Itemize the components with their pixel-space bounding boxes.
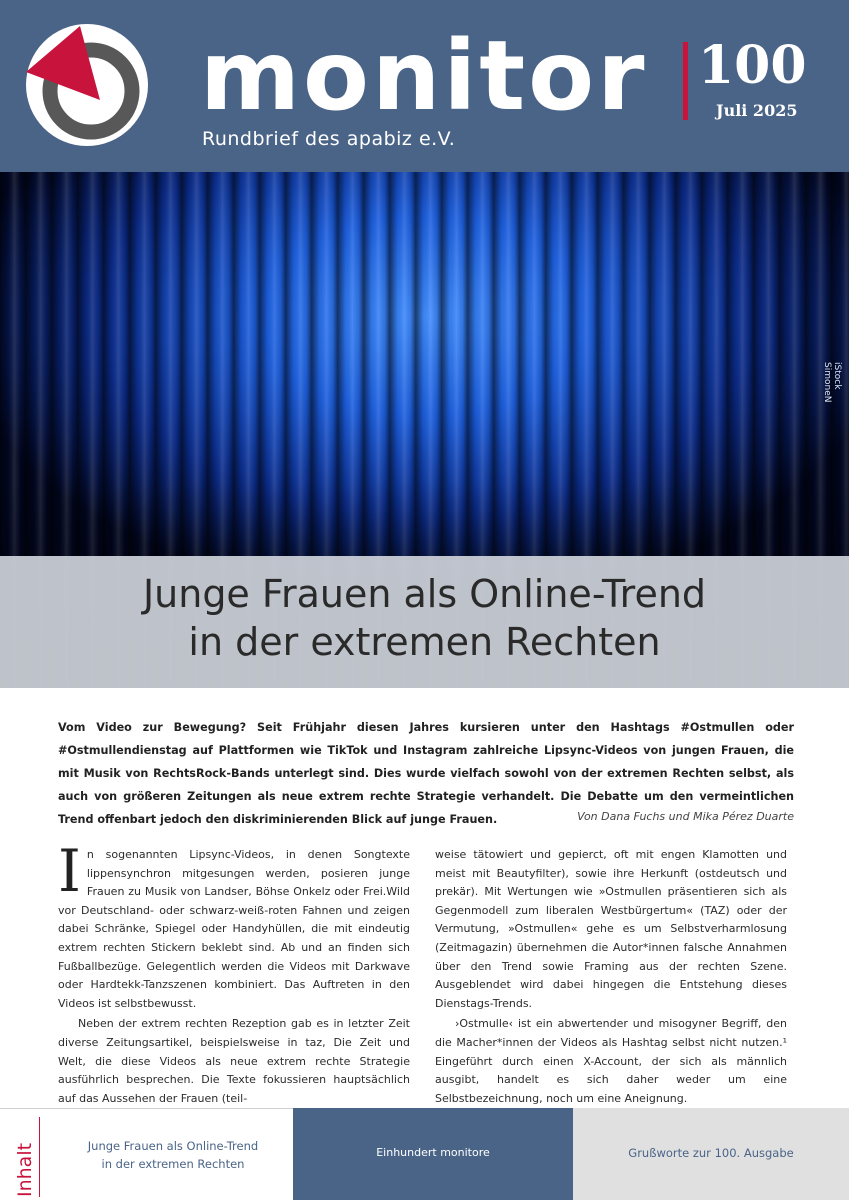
issue-date: Juli 2025 xyxy=(716,101,798,120)
masthead xyxy=(0,0,849,172)
paragraph: Neben der extrem rechten Rezeption gab es in letzter Zeit diverse Zeitungsartikel, beispielsweise in taz, Die Zeit und Welt, die diese Videos als neue extrem rechte Strategie ausführlich besprechen. Die Texte fokussieren hauptsächlich auf das Aussehen der Frauen (teil- xyxy=(58,1017,410,1105)
masthead-subtitle: Rundbrief des apabiz e.V. xyxy=(202,128,456,150)
toc-item-1-line-2: in der extremen Rechten xyxy=(101,1157,245,1171)
photo-credit: iStock SimoneN xyxy=(822,362,842,403)
monitor-logo-icon xyxy=(24,22,150,148)
headline-line-1: Junge Frauen als Online-Trend xyxy=(142,572,707,616)
paragraph: ›Ostmulle‹ ist ein abwertender und misogyner Begriff, den die Macher*innen der Videos als Hashtag selbst nicht nutzen.¹ Eingeführt durch einen X-Account, der sich als männlich ausgibt, handelt es sich daher weder um eine Selbstbezeichnung, noch um eine Aneignung. xyxy=(435,1017,787,1105)
headline-line-2: in der extremen Rechten xyxy=(188,620,661,664)
issue-number: 100 xyxy=(698,35,807,96)
toc-item-1[interactable] xyxy=(68,1137,278,1173)
article-column-right xyxy=(435,846,787,1108)
toc-item-2[interactable]: Einhundert monitore xyxy=(376,1146,490,1159)
toc-label: Inhalt xyxy=(14,1117,40,1197)
issue-divider xyxy=(683,42,688,120)
article-column-left xyxy=(58,837,410,1108)
article-author: Von Dana Fuchs und Mika Pérez Duarte xyxy=(577,810,794,823)
toc-section-3[interactable] xyxy=(573,1108,849,1200)
paragraph xyxy=(58,837,410,1013)
dropcap: I xyxy=(58,837,81,905)
table-of-contents xyxy=(0,1108,849,1200)
toc-section-1[interactable] xyxy=(0,1108,293,1200)
toc-item-3[interactable]: Grußworte zur 100. Ausgabe xyxy=(628,1146,794,1160)
paragraph-text: n sogenannten Lipsync-Videos, in denen Songtexte lippensynchron mitgesungen werden, posieren junge Frauen zu Musik von Landser, Böhse Onkelz oder Frei.Wild vor Deutschland- oder schwarz-weiß-roten Fahnen und zeigen dabei Schränke, Spiegel oder Handyhüllen, die mit eindeutig extrem rechten Stickern beklebt sind. Ab und an finden sich Fußballbezüge. Gelegentlich werden die Videos mit Darkwave oder Hardtekk-Tanzszenen kombiniert. Das Auftreten in den Videos ist selbstbewusst. xyxy=(58,848,410,1010)
article-headline xyxy=(0,570,849,666)
paragraph: weise tätowiert und gepierct, oft mit engen Klamotten und meist mit Beautyfilter), sowie ihre Herkunft (ostdeutsch und prekär). Mit Wertungen wie »Ostmullen präsentieren sich als Gegenmodell zum liberalen Westbürgertum« (TAZ) oder der Vermutung, »Ostmullen« gehe es um Selbstverharmlosung (Zeitmagazin) übernehmen die Autor*innen falsche Annahmen über den Trend sowie Framing aus der rechten Szene. Ausgeblendet wird dabei hingegen die Entstehung dieses Dienstags-Trends. xyxy=(435,848,787,1010)
toc-item-1-line-1: Junge Frauen als Online-Trend xyxy=(87,1139,259,1153)
brand-name: monitor xyxy=(200,20,648,132)
article-lead: Vom Video zur Bewegung? Seit Frühjahr diesen Jahres kursieren unter den Hashtags #Ostmullen oder #Ostmullendienstag auf Plattformen wie TikTok und Instagram zahlreiche Lipsync-Videos von jungen Frauen, die mit Musik von RechtsRock-Bands unterlegt sind. Dies wurde vielfach sowohl von der extremen Rechten selbst, als auch von größeren Zeitungen als neue extrem rechte Strategie verhandelt. Die Debatte um den vermeintlichen Trend offenbart jedoch den diskriminierenden Blick auf junge Frauen. xyxy=(58,721,794,826)
toc-section-2[interactable] xyxy=(293,1108,573,1200)
